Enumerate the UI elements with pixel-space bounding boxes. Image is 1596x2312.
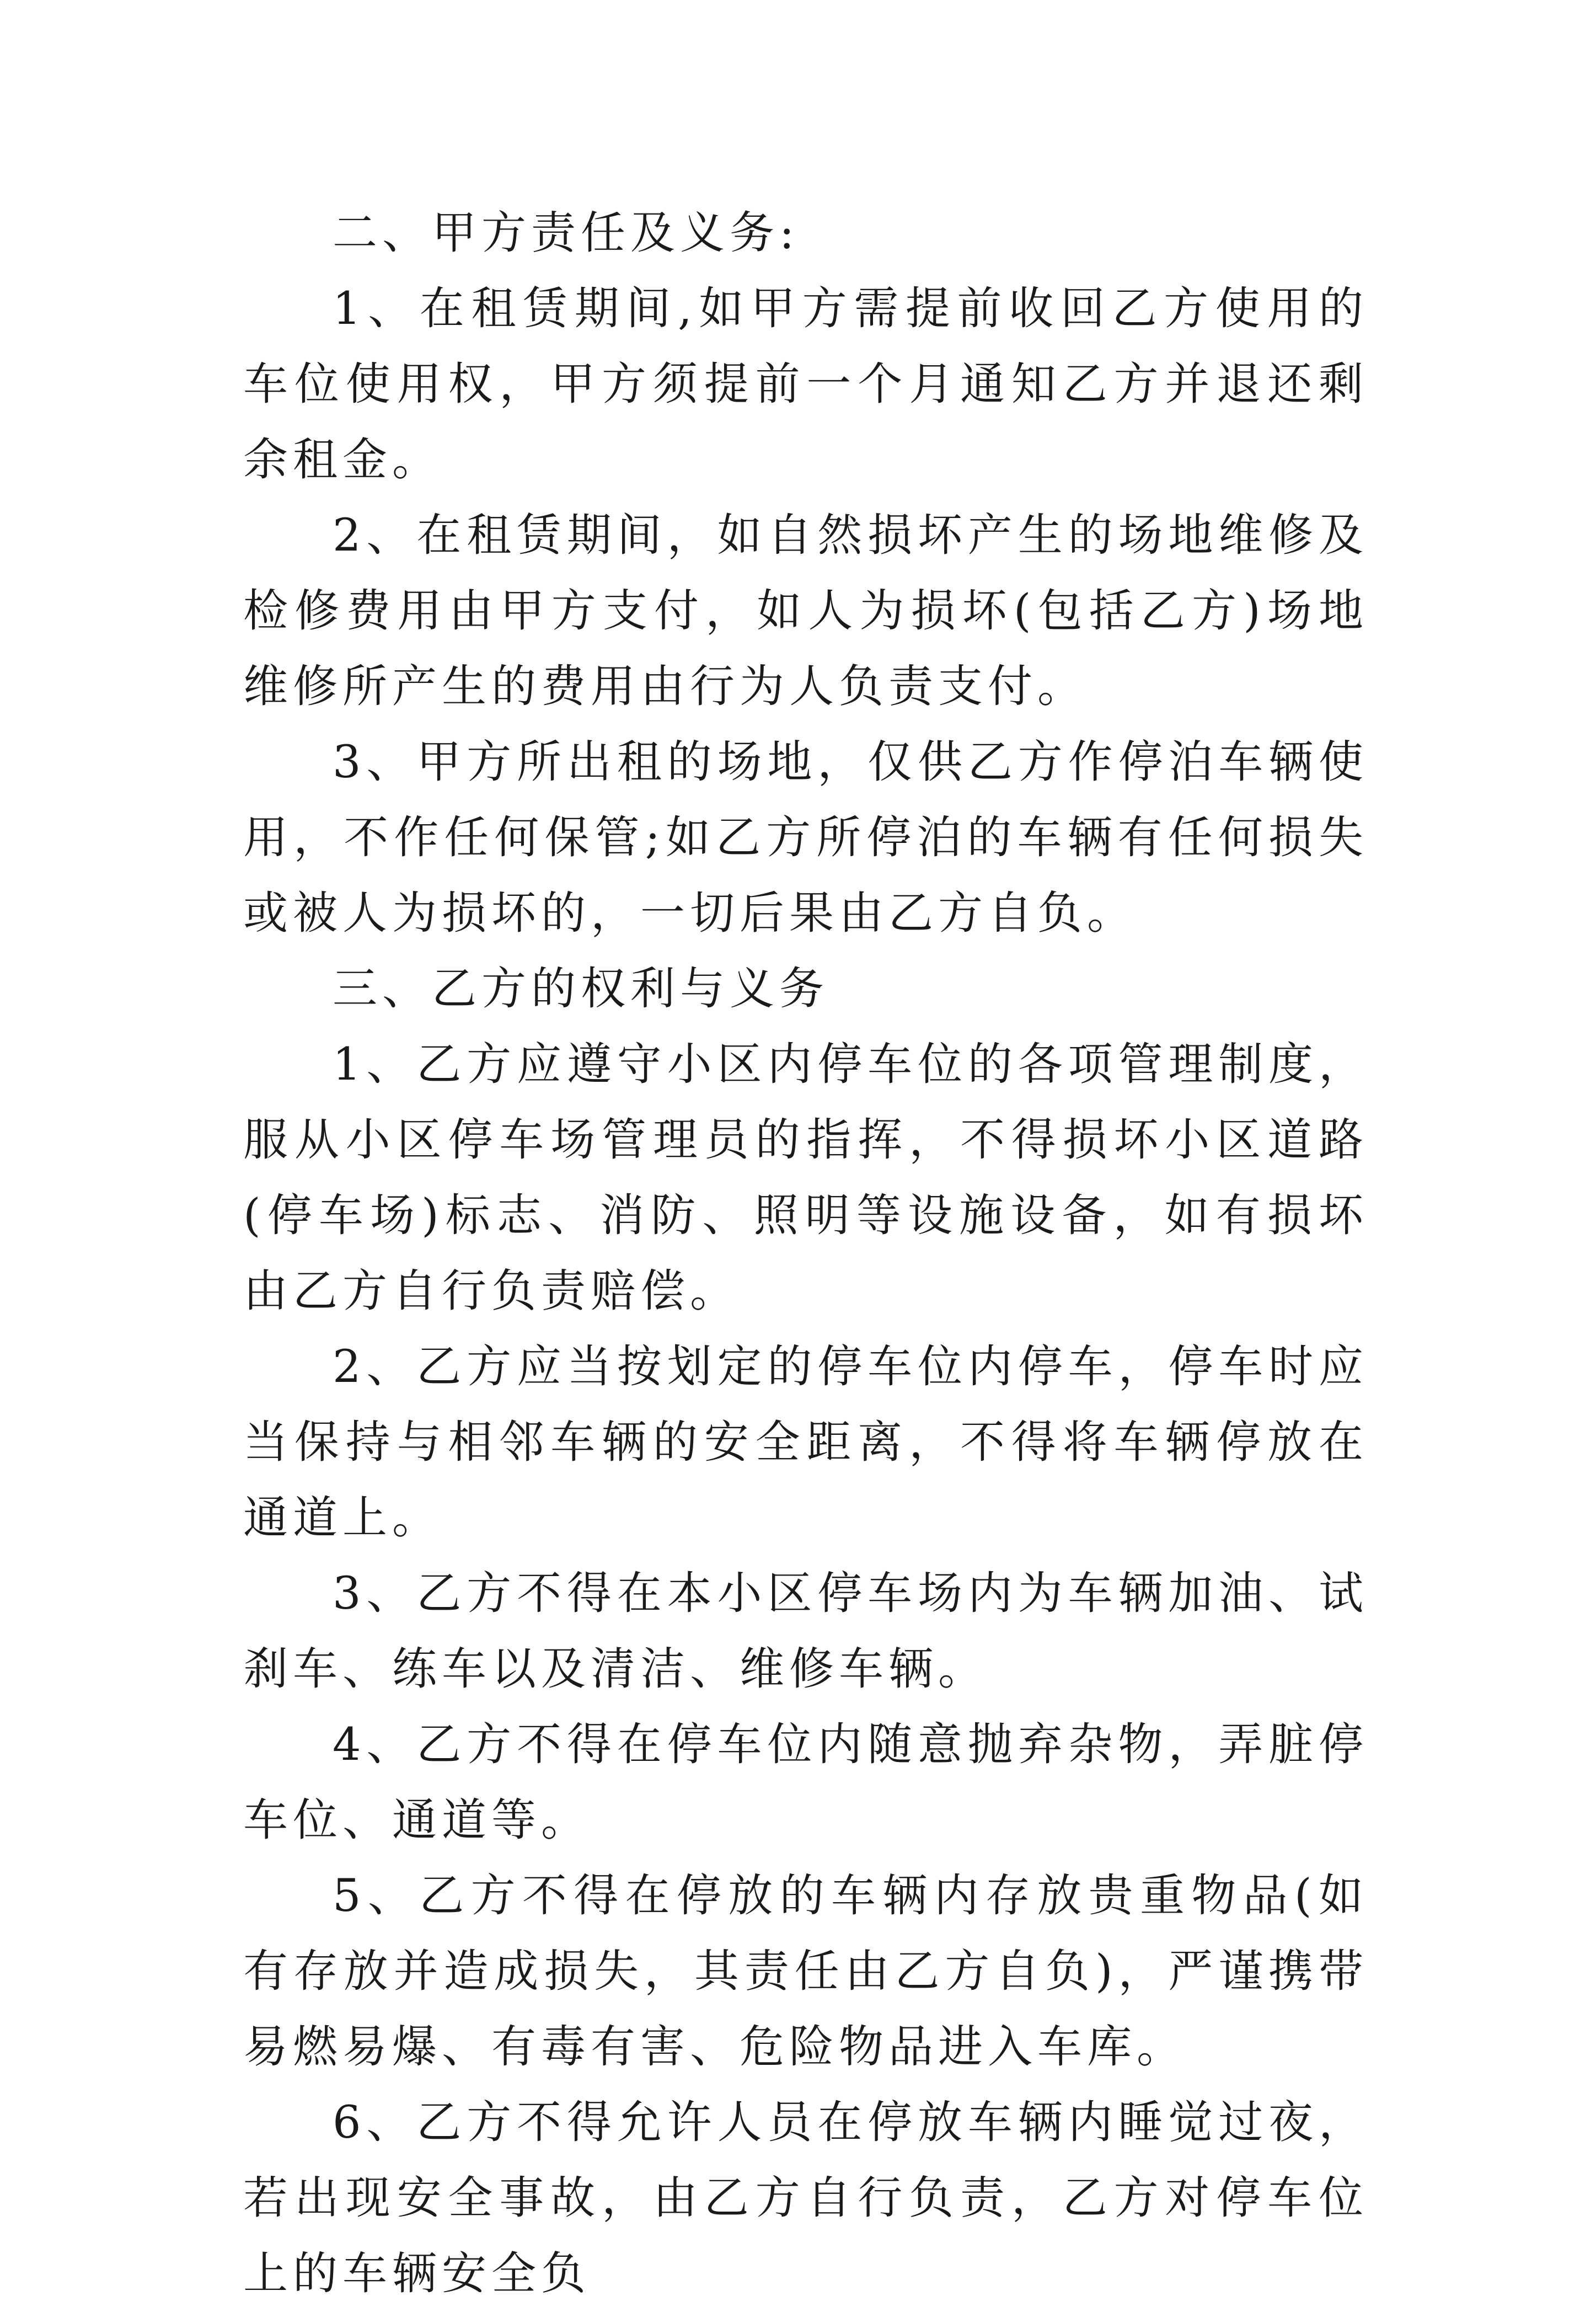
section-heading-party-b: 三、乙方的权利与义务 [333,963,829,1015]
clause-paragraph: 2、在租赁期间，如自然损坏产生的场地维修及检修费用由甲方支付，如人为损坏(包括乙方)场地维修所产生的费用由行为人负责支付。 [243,510,1368,713]
document-body [243,196,1368,2312]
clause-paragraph: 5、乙方不得在停放的车辆内存放贵重物品(如有存放并造成损失，其责任由乙方自负)，严谨携带易燃易爆、有毒有害、危险物品进入车库。 [243,1870,1368,2073]
clause-paragraph: 2、乙方应当按划定的停车位内停车，停车时应当保持与相邻车辆的安全距离，不得将车辆停放在通道上。 [243,1341,1368,1544]
clause-paragraph: 1、在租赁期间,如甲方需提前收回乙方使用的车位使用权，甲方须提前一个月通知乙方并退还剩余租金。 [243,283,1368,486]
clause-paragraph: 6、乙方不得允许人员在停放车辆内睡觉过夜，若出现安全事故，由乙方自行负责，乙方对停车位上的车辆安全负 [243,2097,1368,2300]
clause-paragraph: 1、乙方应遵守小区内停车位的各项管理制度，服从小区停车场管理员的指挥，不得损坏小区道路(停车场)标志、消防、照明等设施设备，如有损坏由乙方自行负责赔偿。 [243,1039,1368,1317]
clause-paragraph: 3、乙方不得在本小区停车场内为车辆加油、试刹车、练车以及清洁、维修车辆。 [243,1568,1368,1695]
section-heading-party-a: 二、甲方责任及义务: [333,207,800,259]
clause-paragraph: 3、甲方所出租的场地，仅供乙方作停泊车辆使用，不作任何保管;如乙方所停泊的车辆有任何损失或被人为损坏的，一切后果由乙方自负。 [243,736,1368,939]
clause-paragraph: 4、乙方不得在停车位内随意抛弃杂物，弄脏停车位、通道等。 [243,1719,1368,1846]
